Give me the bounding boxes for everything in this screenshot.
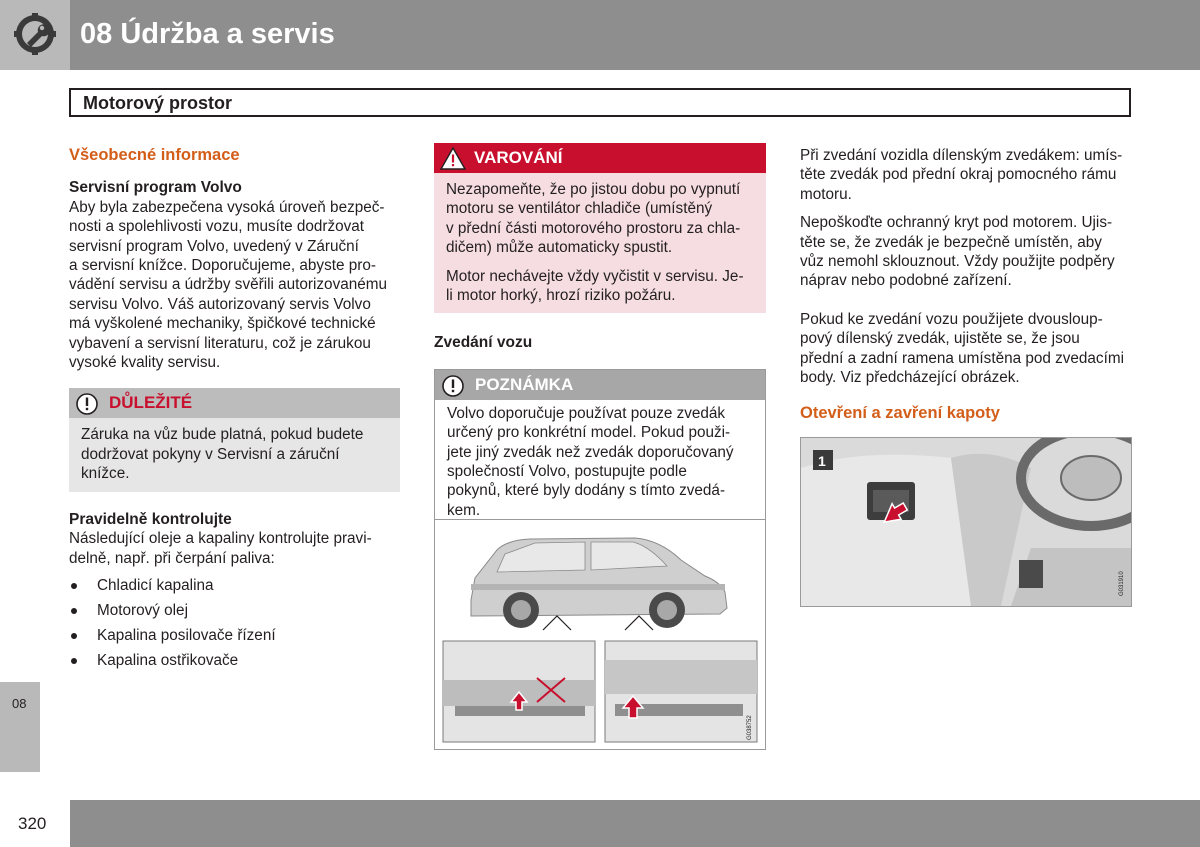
- list-item: Chladicí kapalina: [69, 576, 407, 595]
- service-program-heading: Servisní program Volvo: [69, 179, 242, 197]
- note-callout: [434, 369, 766, 529]
- regular-checks-text: Následující oleje a kapaliny kontrolujte pravi- delně, např. při čerpání paliva:: [69, 530, 372, 567]
- regular-checks-heading: Pravidelně kontrolujte: [69, 510, 232, 528]
- warning-triangle-icon: [440, 147, 466, 170]
- wrench-gear-icon: [14, 13, 56, 55]
- section-title-box: [69, 88, 1131, 117]
- car-lifting-illustration: [435, 520, 765, 749]
- general-info-heading: Všeobecné informace: [69, 146, 240, 164]
- chapter-tab-label: 08: [12, 696, 27, 711]
- hood-heading: Otevření a zavření kapoty: [800, 404, 1000, 423]
- important-label: DŮLEŽITÉ: [109, 393, 193, 413]
- figure-code: G038752: [747, 715, 753, 740]
- warning-label: VAROVÁNÍ: [474, 148, 563, 167]
- page-number-box: [0, 800, 70, 847]
- column-3: [800, 146, 1132, 424]
- warning-text-1: Nezapomeňte, že po jistou dobu po vypnutí motoru se ventilátor chladiče (umístěný v přední části motorového prostoru za chla- dičem) může automaticky spustit.: [446, 181, 741, 257]
- chapter-side-tab: [0, 682, 40, 772]
- column-1: [69, 146, 407, 676]
- header-bar: [0, 0, 1200, 70]
- figure-number: 1: [818, 453, 826, 469]
- section-title: Motorový prostor: [83, 93, 233, 113]
- warning-body: [434, 173, 766, 313]
- hood-release-illustration: [801, 438, 1131, 606]
- lifting-heading: Zvedání vozu: [434, 334, 533, 352]
- list-item: Motorový olej: [69, 601, 407, 620]
- warning-text-2: Motor nechávejte vždy vyčistit v servisu. Je- li motor horký, hrozí riziko požáru.: [446, 267, 744, 305]
- hood-release-figure: [800, 437, 1132, 607]
- list-item: Kapalina posilovače řízení: [69, 626, 407, 645]
- page-number: 320: [18, 814, 47, 833]
- figure-code: G031910: [1119, 571, 1125, 596]
- fluids-list: [69, 576, 407, 670]
- lift-instructions-2: Nepoškoďte ochranný kryt pod motorem. Ujis- těte se, že zvedák je bezpečně umístěn, aby vůz nemohl sklouznout. Vždy použijte podpěry náprav nebo podobné zařízení.: [800, 214, 1115, 290]
- chapter-title: 08 Údržba a servis: [80, 18, 335, 50]
- exclamation-icon: [75, 392, 99, 416]
- important-body: Záruka na vůz bude platná, pokud budete dodržovat pokyny v Servisní a záruční knížce.: [69, 418, 400, 491]
- info-icon: [441, 374, 465, 398]
- footer-bar: [0, 800, 1200, 847]
- list-item: Kapalina ostřikovače: [69, 651, 407, 670]
- header-icon-box: [0, 0, 70, 70]
- service-program-text: Aby byla zabezpečena vysoká úroveň bezpeč- nosti a spolehlivosti vozu, musíte dodržovat servisní program Volvo, uvedený v Záruční a servisní knížce. Doporučujeme, abyste pro- vádění servisu a údržby svěřili autorizovanému servisu Volvo. Váš autorizovaný servis Volvo má vyškolené mechaniky, špičkové technické vybavení a servisní literaturu, což je zárukou vysoké kvality servisu.: [69, 198, 387, 372]
- important-callout: [69, 388, 400, 491]
- lift-instructions-1: Při zvedání vozidla dílenským zvedákem: umís- těte zvedák pod přední okraj pomocného rámu motoru.: [800, 147, 1123, 203]
- important-callout-header: [69, 388, 400, 418]
- warning-callout: [434, 143, 766, 313]
- note-callout-header: [435, 370, 765, 400]
- note-label: POZNÁMKA: [475, 374, 574, 394]
- note-body: Volvo doporučuje používat pouze zvedák určený pro konkrétní model. Pokud použi- jete jiný zvedák než zvedák doporučovaný společností Volvo, postupujte podle pokynů, které byly dodány s tímto zvedá- kem.: [435, 400, 765, 528]
- lift-instructions-3: Pokud ke zvedání vozu použijete dvousloup- pový dílenský zvedák, ujistěte se, že jsou přední a zadní ramena umístěna pod zvedacími body. Viz předcházející obrázek.: [800, 310, 1124, 387]
- lifting-points-figure: [434, 519, 766, 750]
- column-2: [434, 143, 766, 529]
- warning-callout-header: [434, 143, 766, 173]
